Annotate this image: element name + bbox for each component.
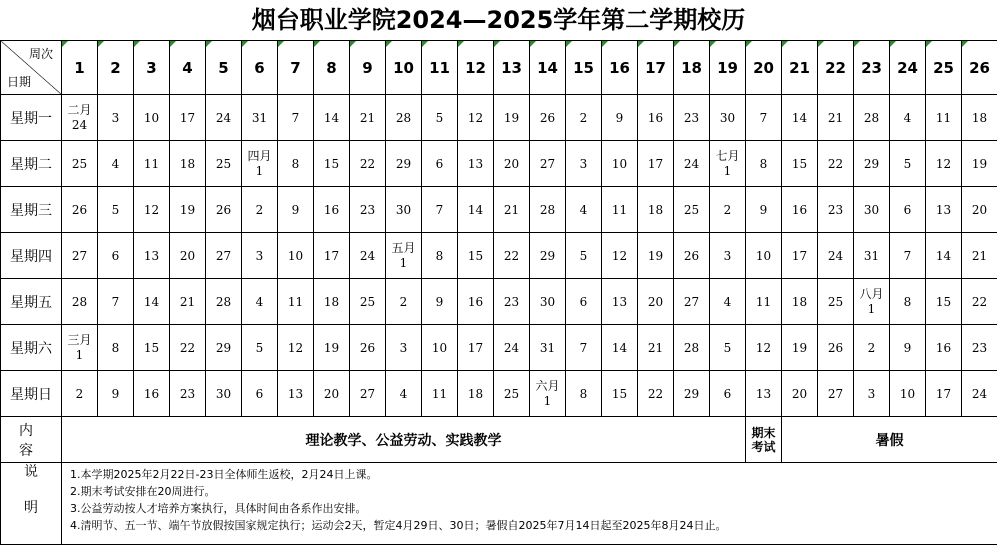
date-cell: 23 (674, 95, 710, 141)
day-row (1, 141, 997, 187)
date-cell: 28 (674, 325, 710, 371)
date-cell: 29 (530, 233, 566, 279)
date-cell: 22 (962, 279, 997, 325)
date-cell: 22 (818, 141, 854, 187)
day-row (1, 95, 997, 141)
date-cell: 16 (314, 187, 350, 233)
date-cell: 30 (854, 187, 890, 233)
day-number: 1 (530, 394, 565, 409)
date-cell: 16 (458, 279, 494, 325)
date-cell: 9 (422, 279, 458, 325)
week-number: 1 (62, 41, 98, 95)
date-cell: 28 (206, 279, 242, 325)
week-number: 8 (314, 41, 350, 95)
date-cell: 26 (62, 187, 98, 233)
date-cell: 31 (242, 95, 278, 141)
day-label: 星期日 (1, 371, 62, 417)
date-cell: 6 (710, 371, 746, 417)
date-cell: 11 (422, 371, 458, 417)
date-cell: 28 (62, 279, 98, 325)
month-label: 三月 (62, 333, 97, 348)
date-cell: 27 (206, 233, 242, 279)
date-cell: 8 (278, 141, 314, 187)
date-cell: 19 (782, 325, 818, 371)
month-label: 六月 (530, 379, 565, 394)
date-cell: 5 (422, 95, 458, 141)
corner-header (1, 41, 62, 95)
date-cell: 24 (818, 233, 854, 279)
week-number: 24 (890, 41, 926, 95)
date-cell: 8 (746, 141, 782, 187)
week-number: 10 (386, 41, 422, 95)
date-cell: 13 (278, 371, 314, 417)
date-cell: 19 (962, 141, 997, 187)
month-label: 七月 (710, 149, 745, 164)
date-cell: 25 (206, 141, 242, 187)
date-cell: 17 (782, 233, 818, 279)
date-cell: 25 (674, 187, 710, 233)
date-cell (854, 279, 890, 325)
date-cell: 24 (206, 95, 242, 141)
week-number: 26 (962, 41, 997, 95)
day-number: 1 (62, 348, 97, 363)
date-cell: 2 (386, 279, 422, 325)
week-number: 19 (710, 41, 746, 95)
content-row (1, 417, 997, 463)
notes-content (62, 463, 997, 545)
date-cell: 12 (278, 325, 314, 371)
day-number: 1 (710, 164, 745, 179)
note-item: 1.本学期2025年2月22日-23日全体师生返校，2月24日上课。 (70, 466, 997, 483)
date-cell: 19 (314, 325, 350, 371)
day-label: 星期二 (1, 141, 62, 187)
date-cell: 4 (890, 95, 926, 141)
week-number: 14 (530, 41, 566, 95)
week-number: 15 (566, 41, 602, 95)
date-cell: 15 (134, 325, 170, 371)
date-cell: 4 (242, 279, 278, 325)
date-cell: 23 (818, 187, 854, 233)
date-cell: 20 (494, 141, 530, 187)
notes-label (1, 463, 62, 545)
date-cell: 10 (890, 371, 926, 417)
week-number: 3 (134, 41, 170, 95)
date-cell: 11 (602, 187, 638, 233)
date-cell: 22 (638, 371, 674, 417)
calendar-table (0, 40, 997, 545)
date-cell: 9 (746, 187, 782, 233)
date-cell: 18 (782, 279, 818, 325)
date-cell: 9 (278, 187, 314, 233)
date-cell: 22 (350, 141, 386, 187)
notes-label-line-2: 明 (1, 499, 61, 517)
date-cell: 7 (890, 233, 926, 279)
date-cell: 27 (674, 279, 710, 325)
date-cell: 21 (350, 95, 386, 141)
date-cell: 6 (242, 371, 278, 417)
date-cell: 30 (530, 279, 566, 325)
date-cell: 17 (170, 95, 206, 141)
date-cell: 16 (638, 95, 674, 141)
date-cell: 20 (782, 371, 818, 417)
date-cell: 12 (746, 325, 782, 371)
date-cell: 29 (206, 325, 242, 371)
date-cell: 21 (818, 95, 854, 141)
date-cell: 22 (170, 325, 206, 371)
date-cell: 14 (134, 279, 170, 325)
date-cell: 6 (890, 187, 926, 233)
date-cell: 2 (242, 187, 278, 233)
date-cell: 15 (602, 371, 638, 417)
date-cell: 7 (278, 95, 314, 141)
date-cell: 25 (350, 279, 386, 325)
month-label: 二月 (62, 103, 97, 118)
vacation-period: 暑假 (782, 417, 997, 463)
date-cell: 31 (854, 233, 890, 279)
week-axis-label: 周次 (29, 45, 53, 62)
date-cell: 15 (314, 141, 350, 187)
date-cell: 19 (494, 95, 530, 141)
week-number: 16 (602, 41, 638, 95)
date-cell: 8 (890, 279, 926, 325)
date-cell: 25 (62, 141, 98, 187)
date-cell: 5 (566, 233, 602, 279)
date-cell: 15 (782, 141, 818, 187)
day-row (1, 371, 997, 417)
date-cell: 26 (674, 233, 710, 279)
date-cell: 26 (350, 325, 386, 371)
date-cell: 11 (278, 279, 314, 325)
date-cell: 10 (602, 141, 638, 187)
date-cell: 9 (890, 325, 926, 371)
date-cell: 21 (494, 187, 530, 233)
week-number: 12 (458, 41, 494, 95)
date-axis-label: 日期 (7, 73, 31, 90)
day-number: 1 (386, 256, 421, 271)
day-row (1, 187, 997, 233)
date-cell: 20 (170, 233, 206, 279)
week-number: 6 (242, 41, 278, 95)
date-cell: 2 (566, 95, 602, 141)
date-cell: 10 (746, 233, 782, 279)
date-cell: 19 (170, 187, 206, 233)
date-cell: 19 (638, 233, 674, 279)
date-cell: 5 (890, 141, 926, 187)
day-number: 1 (242, 164, 277, 179)
date-cell: 15 (458, 233, 494, 279)
date-cell: 17 (926, 371, 962, 417)
date-cell: 30 (206, 371, 242, 417)
date-cell: 3 (386, 325, 422, 371)
date-cell: 27 (62, 233, 98, 279)
week-number: 23 (854, 41, 890, 95)
date-cell: 7 (566, 325, 602, 371)
day-label: 星期五 (1, 279, 62, 325)
date-cell: 13 (602, 279, 638, 325)
week-number: 20 (746, 41, 782, 95)
date-cell: 4 (566, 187, 602, 233)
date-cell: 14 (314, 95, 350, 141)
date-cell: 17 (458, 325, 494, 371)
date-cell: 27 (350, 371, 386, 417)
date-cell: 13 (926, 187, 962, 233)
date-cell: 24 (494, 325, 530, 371)
date-cell: 2 (854, 325, 890, 371)
day-number: 1 (854, 302, 889, 317)
date-cell: 3 (566, 141, 602, 187)
week-number: 13 (494, 41, 530, 95)
date-cell: 10 (278, 233, 314, 279)
date-cell (242, 141, 278, 187)
date-cell: 29 (674, 371, 710, 417)
date-cell: 20 (638, 279, 674, 325)
date-cell: 5 (242, 325, 278, 371)
date-cell (710, 141, 746, 187)
date-cell: 12 (602, 233, 638, 279)
date-cell: 7 (98, 279, 134, 325)
week-number: 11 (422, 41, 458, 95)
date-cell: 16 (134, 371, 170, 417)
day-label: 星期三 (1, 187, 62, 233)
date-cell: 28 (386, 95, 422, 141)
date-cell: 27 (818, 371, 854, 417)
date-cell: 5 (98, 187, 134, 233)
date-cell: 23 (494, 279, 530, 325)
week-number: 4 (170, 41, 206, 95)
date-cell: 3 (98, 95, 134, 141)
date-cell: 24 (350, 233, 386, 279)
day-label: 星期四 (1, 233, 62, 279)
date-cell: 21 (170, 279, 206, 325)
note-item: 2.期末考试安排在20周进行。 (70, 483, 997, 500)
date-cell: 3 (242, 233, 278, 279)
date-cell: 7 (422, 187, 458, 233)
date-cell (62, 95, 98, 141)
date-cell: 27 (530, 141, 566, 187)
date-cell: 17 (638, 141, 674, 187)
date-cell: 26 (530, 95, 566, 141)
date-cell: 2 (62, 371, 98, 417)
date-cell: 23 (170, 371, 206, 417)
date-cell: 29 (386, 141, 422, 187)
date-cell: 6 (98, 233, 134, 279)
week-number: 2 (98, 41, 134, 95)
date-cell: 24 (962, 371, 997, 417)
date-cell: 11 (134, 141, 170, 187)
date-cell: 20 (314, 371, 350, 417)
date-cell (62, 325, 98, 371)
date-cell: 4 (98, 141, 134, 187)
date-cell: 30 (386, 187, 422, 233)
date-cell: 31 (530, 325, 566, 371)
date-cell: 28 (530, 187, 566, 233)
date-cell: 13 (134, 233, 170, 279)
day-row (1, 233, 997, 279)
date-cell: 10 (422, 325, 458, 371)
week-number: 5 (206, 41, 242, 95)
date-cell: 3 (854, 371, 890, 417)
date-cell: 18 (638, 187, 674, 233)
date-cell: 23 (350, 187, 386, 233)
week-header-row (1, 41, 997, 95)
week-number: 22 (818, 41, 854, 95)
date-cell: 16 (926, 325, 962, 371)
day-row (1, 279, 997, 325)
date-cell: 6 (566, 279, 602, 325)
content-label: 内 容 (1, 417, 62, 463)
date-cell: 24 (674, 141, 710, 187)
date-cell: 28 (854, 95, 890, 141)
date-cell: 25 (494, 371, 530, 417)
date-cell: 23 (962, 325, 997, 371)
date-cell: 17 (314, 233, 350, 279)
date-cell: 18 (962, 95, 997, 141)
day-number: 24 (62, 118, 97, 133)
date-cell: 4 (710, 279, 746, 325)
date-cell: 30 (710, 95, 746, 141)
teaching-period: 理论教学、公益劳动、实践教学 (62, 417, 746, 463)
date-cell: 6 (422, 141, 458, 187)
notes-row (1, 463, 997, 545)
date-cell: 8 (566, 371, 602, 417)
date-cell: 16 (782, 187, 818, 233)
date-cell: 21 (638, 325, 674, 371)
date-cell: 20 (962, 187, 997, 233)
day-row (1, 325, 997, 371)
date-cell: 18 (314, 279, 350, 325)
day-label: 星期六 (1, 325, 62, 371)
date-cell: 26 (818, 325, 854, 371)
date-cell: 14 (926, 233, 962, 279)
date-cell: 14 (782, 95, 818, 141)
date-cell: 14 (458, 187, 494, 233)
day-label: 星期一 (1, 95, 62, 141)
date-cell: 12 (926, 141, 962, 187)
date-cell (386, 233, 422, 279)
date-cell: 8 (98, 325, 134, 371)
date-cell: 13 (458, 141, 494, 187)
week-number: 25 (926, 41, 962, 95)
date-cell: 9 (602, 95, 638, 141)
month-label: 五月 (386, 241, 421, 256)
date-cell: 2 (710, 187, 746, 233)
date-cell: 21 (962, 233, 997, 279)
date-cell: 5 (710, 325, 746, 371)
note-item: 3.公益劳动按人才培养方案执行，具体时间由各系作出安排。 (70, 500, 997, 517)
date-cell: 18 (458, 371, 494, 417)
notes-label-line-1: 说 (1, 463, 61, 481)
week-number: 17 (638, 41, 674, 95)
date-cell: 13 (746, 371, 782, 417)
page-title: 烟台职业学院2024—2025学年第二学期校历 (0, 0, 997, 40)
date-cell: 8 (422, 233, 458, 279)
date-cell: 7 (746, 95, 782, 141)
date-cell: 3 (710, 233, 746, 279)
date-cell: 18 (170, 141, 206, 187)
week-number: 18 (674, 41, 710, 95)
month-label: 四月 (242, 149, 277, 164)
date-cell: 9 (98, 371, 134, 417)
note-item: 4.清明节、五一节、端午节放假按国家规定执行；运动会2天，暂定4月29日、30日；暑假自2025年7月14日起至2025年8月24日止。 (70, 517, 997, 534)
date-cell: 12 (458, 95, 494, 141)
exam-period (746, 417, 782, 463)
date-cell: 14 (602, 325, 638, 371)
exam-line-2: 考试 (746, 440, 781, 454)
week-number: 9 (350, 41, 386, 95)
exam-line-1: 期末 (746, 426, 781, 440)
date-cell: 11 (926, 95, 962, 141)
date-cell: 22 (494, 233, 530, 279)
month-label: 八月 (854, 287, 889, 302)
date-cell: 29 (854, 141, 890, 187)
date-cell (530, 371, 566, 417)
date-cell: 10 (134, 95, 170, 141)
date-cell: 11 (746, 279, 782, 325)
week-number: 21 (782, 41, 818, 95)
date-cell: 4 (386, 371, 422, 417)
date-cell: 26 (206, 187, 242, 233)
date-cell: 25 (818, 279, 854, 325)
week-number: 7 (278, 41, 314, 95)
date-cell: 12 (134, 187, 170, 233)
date-cell: 15 (926, 279, 962, 325)
